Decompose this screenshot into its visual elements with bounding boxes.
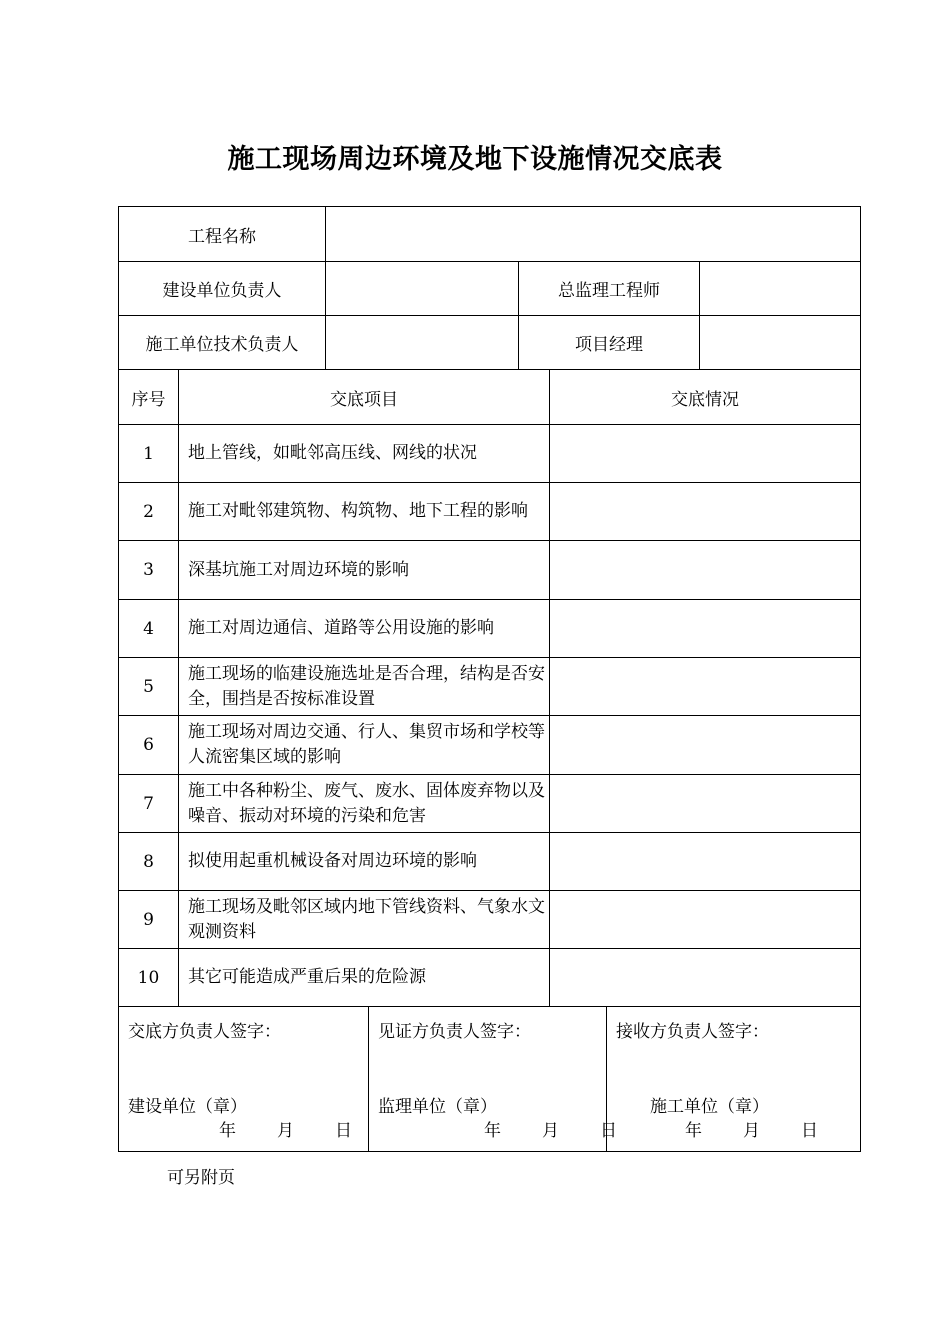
table-row — [119, 833, 861, 891]
chief-supervisor-field[interactable] — [700, 262, 861, 316]
table-row — [119, 949, 861, 1007]
row-seq: 5 — [119, 658, 179, 716]
receiving-date-year: 年 — [685, 1121, 702, 1141]
row-seq: 1 — [119, 425, 179, 483]
row-item: 施工现场对周边交通、行人、集贸市场和学校等人流密集区域的影响 — [179, 716, 550, 775]
chief-supervisor-label: 总监理工程师 — [519, 262, 700, 316]
disclosing-date-year: 年 — [219, 1121, 236, 1141]
witness-signature-label: 见证方负责人签字： — [378, 1022, 531, 1042]
footer-note: 可另附页 — [167, 1168, 235, 1188]
column-header-seq: 序号 — [119, 370, 179, 425]
row-item: 地上管线，如毗邻高压线、网线的状况 — [179, 425, 550, 483]
row-status-field[interactable] — [550, 600, 861, 658]
row-item: 施工现场及毗邻区域内地下管线资料、气象水文观测资料 — [179, 891, 550, 949]
witness-date-year: 年 — [484, 1121, 501, 1141]
receiving-date-day: 日 — [801, 1121, 818, 1141]
project-name-label: 工程名称 — [119, 207, 326, 262]
project-manager-field[interactable] — [700, 316, 861, 370]
table-row — [119, 775, 861, 833]
table-row — [119, 483, 861, 541]
disclosing-unit-seal-label: 建设单位（章） — [128, 1097, 247, 1117]
row-status-field[interactable] — [550, 949, 861, 1007]
receiving-party-signature-cell[interactable] — [607, 1007, 861, 1152]
row-status-field[interactable] — [550, 833, 861, 891]
disclosing-party-signature-cell[interactable] — [119, 1007, 369, 1152]
page-title: 施工现场周边环境及地下设施情况交底表 — [227, 144, 723, 175]
table-row — [119, 425, 861, 483]
row-seq: 3 — [119, 541, 179, 600]
row-item: 其它可能造成严重后果的危险源 — [179, 949, 550, 1007]
table-row — [119, 541, 861, 600]
row-seq: 9 — [119, 891, 179, 949]
contractor-tech-lead-field[interactable] — [326, 316, 519, 370]
witness-unit-seal-label: 监理单位（章） — [378, 1097, 497, 1117]
receiving-unit-seal-label: 施工单位（章） — [650, 1097, 769, 1117]
row-status-field[interactable] — [550, 716, 861, 775]
contractor-tech-lead-label: 施工单位技术负责人 — [119, 316, 326, 370]
row-seq: 4 — [119, 600, 179, 658]
row-status-field[interactable] — [550, 891, 861, 949]
table-row — [119, 600, 861, 658]
receiving-signature-label: 接收方负责人签字： — [616, 1022, 769, 1042]
row-status-field[interactable] — [550, 775, 861, 833]
disclosing-date-day: 日 — [335, 1121, 352, 1141]
row-item: 施工对毗邻建筑物、构筑物、地下工程的影响 — [179, 483, 550, 541]
builder-lead-field[interactable] — [326, 262, 519, 316]
row-seq: 2 — [119, 483, 179, 541]
row-seq: 8 — [119, 833, 179, 891]
disclosure-form-table — [118, 206, 861, 1152]
row-seq: 7 — [119, 775, 179, 833]
disclosing-signature-label: 交底方负责人签字： — [128, 1022, 281, 1042]
table-row — [119, 716, 861, 775]
table-row — [119, 658, 861, 716]
row-item: 拟使用起重机械设备对周边环境的影响 — [179, 833, 550, 891]
witness-date-month: 月 — [542, 1121, 559, 1141]
row-status-field[interactable] — [550, 541, 861, 600]
column-header-item: 交底项目 — [179, 370, 550, 425]
column-header-status: 交底情况 — [550, 370, 861, 425]
row-status-field[interactable] — [550, 483, 861, 541]
receiving-date-month: 月 — [743, 1121, 760, 1141]
row-item: 施工对周边通信、道路等公用设施的影响 — [179, 600, 550, 658]
row-status-field[interactable] — [550, 425, 861, 483]
row-seq: 6 — [119, 716, 179, 775]
row-item: 深基坑施工对周边环境的影响 — [179, 541, 550, 600]
row-item: 施工中各种粉尘、废气、废水、固体废弃物以及噪音、振动对环境的污染和危害 — [179, 775, 550, 833]
row-status-field[interactable] — [550, 658, 861, 716]
witness-date-day: 日 — [600, 1121, 617, 1141]
row-item: 施工现场的临建设施选址是否合理，结构是否安全，围挡是否按标准设置 — [179, 658, 550, 716]
witness-party-signature-cell[interactable] — [369, 1007, 617, 1152]
project-name-field[interactable] — [326, 207, 861, 262]
table-row — [119, 891, 861, 949]
disclosing-date-month: 月 — [277, 1121, 294, 1141]
builder-lead-label: 建设单位负责人 — [119, 262, 326, 316]
row-seq: 10 — [119, 949, 179, 1007]
project-manager-label: 项目经理 — [519, 316, 700, 370]
